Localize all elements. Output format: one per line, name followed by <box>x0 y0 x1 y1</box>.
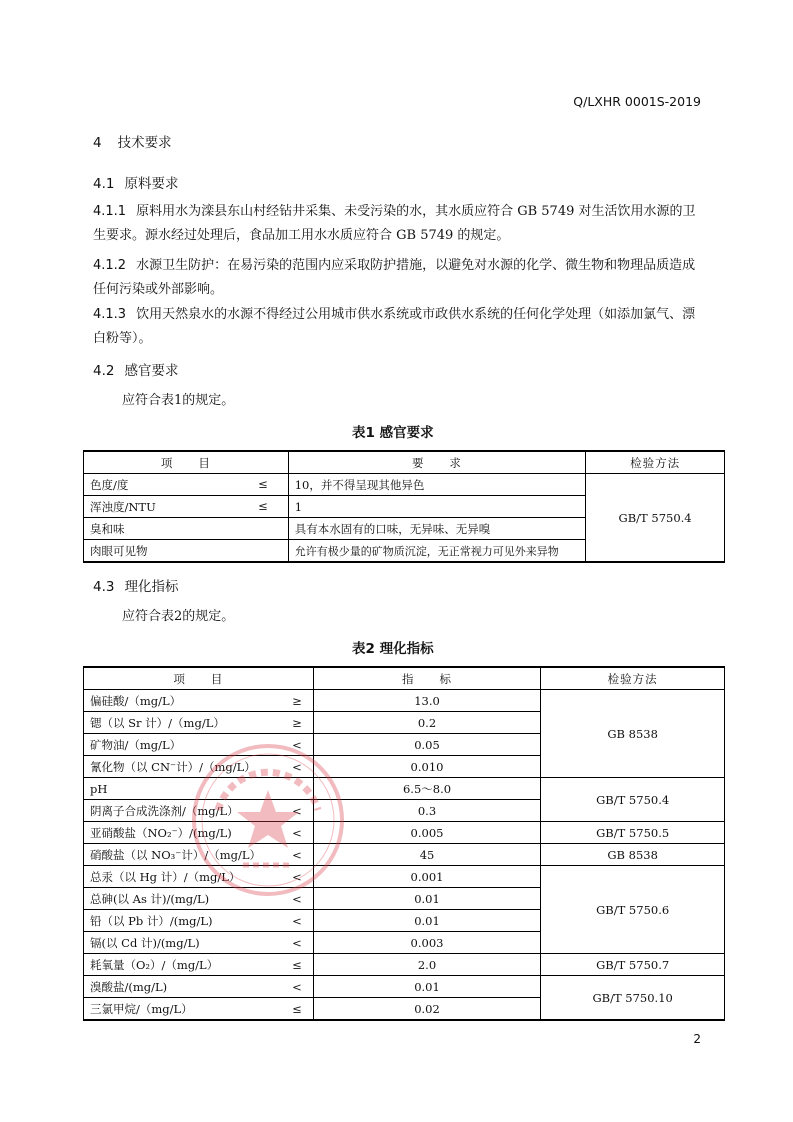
clause-number: 4.1.3 <box>93 307 127 322</box>
method-cell: GB/T 5750.6 <box>541 866 725 954</box>
indicator-value: 0.003 <box>313 932 541 954</box>
item-name: 肉眼可见物 <box>90 543 148 558</box>
section-4-heading <box>93 131 172 151</box>
item-name: 总汞（以 Hg 计）/（mg/L） <box>84 866 282 888</box>
indicator-value: 0.3 <box>313 800 541 822</box>
item-cell <box>84 518 289 540</box>
item-name: 三氯甲烷/（mg/L） <box>84 998 282 1021</box>
method-cell: GB/T 5750.4 <box>541 778 725 822</box>
table-row <box>84 844 725 866</box>
indicator-value: 0.02 <box>313 998 541 1021</box>
section-title: 原料要求 <box>124 176 179 192</box>
clause-number: 4.1.1 <box>93 204 127 219</box>
column-header-requirement: 要 求 <box>288 451 585 474</box>
operator: < <box>281 734 313 756</box>
operator: < <box>281 866 313 888</box>
item-name: 矿物油/（mg/L） <box>84 734 282 756</box>
table-row <box>84 690 725 712</box>
indicator-value: 0.01 <box>313 910 541 932</box>
operator: < <box>281 888 313 910</box>
column-header-indicator: 指 标 <box>313 667 541 690</box>
section-number: 4.2 <box>93 363 115 379</box>
operator: < <box>281 756 313 778</box>
section-number: 4.1 <box>93 176 115 192</box>
item-name: 色度/度 <box>90 477 129 492</box>
item-name: 溴酸盐/(mg/L) <box>84 976 282 998</box>
indicator-value: 0.005 <box>313 822 541 844</box>
section-title: 技术要求 <box>117 135 172 151</box>
method-cell: GB/T 5750.7 <box>541 954 725 976</box>
operator: ≤ <box>281 998 313 1021</box>
item-name: 臭和味 <box>90 521 125 536</box>
method-cell: GB 8538 <box>541 690 725 778</box>
method-cell: GB 8538 <box>541 844 725 866</box>
table-1-reference: 应符合表1的规定。 <box>122 393 235 408</box>
table-header-row <box>84 451 725 474</box>
operator: ≥ <box>281 690 313 712</box>
item-cell <box>84 496 289 518</box>
item-name: 偏硅酸/（mg/L） <box>84 690 282 712</box>
item-name: 氰化物（以 CN⁻计）/（mg/L） <box>84 756 282 778</box>
operator: ≤ <box>258 498 268 513</box>
physicochemical-indicators-table <box>83 666 725 1021</box>
operator: < <box>281 976 313 998</box>
item-name: 镉(以 Cd 计)/(mg/L) <box>84 932 282 954</box>
clause-number: 4.1.2 <box>93 258 127 273</box>
table-1-caption: 表1 感官要求 <box>352 425 434 441</box>
item-name: 铅（以 Pb 计）/(mg/L) <box>84 910 282 932</box>
table-row <box>84 866 725 888</box>
column-header-method: 检验方法 <box>541 667 725 690</box>
item-cell <box>84 540 289 563</box>
requirement-cell: 允许有极少量的矿物质沉淀，无正常视力可见外来异物 <box>288 540 585 563</box>
table-row <box>84 976 725 998</box>
indicator-value: 13.0 <box>313 690 541 712</box>
section-title: 感官要求 <box>124 363 179 379</box>
operator: < <box>281 800 313 822</box>
clause-4-1-2 <box>93 254 705 302</box>
item-name: 阴离子合成洗涤剂/（mg/L） <box>84 800 282 822</box>
item-name: 亚硝酸盐（NO₂⁻）/(mg/L) <box>84 822 282 844</box>
method-cell: GB/T 5750.10 <box>541 976 725 1021</box>
clause-4-1-1 <box>93 200 705 248</box>
section-title: 理化指标 <box>124 579 179 595</box>
item-name: 硝酸盐（以 NO₃⁻计）/（mg/L） <box>84 844 282 866</box>
indicator-value: 0.05 <box>313 734 541 756</box>
indicator-value: 0.001 <box>313 866 541 888</box>
section-4-3-heading <box>93 575 178 595</box>
item-name: 总砷(以 As 计)/(mg/L) <box>84 888 282 910</box>
indicator-value: 0.01 <box>313 888 541 910</box>
section-number: 4.3 <box>93 579 115 595</box>
requirement-cell: 10，并不得呈现其他异色 <box>288 474 585 496</box>
section-4-1-heading <box>93 172 178 192</box>
item-name: 耗氧量（O₂）/（mg/L） <box>84 954 282 976</box>
operator: ≥ <box>281 712 313 734</box>
table-row <box>84 954 725 976</box>
indicator-value: 0.010 <box>313 756 541 778</box>
column-header-item: 项 目 <box>84 451 289 474</box>
indicator-value: 0.01 <box>313 976 541 998</box>
item-name: 浑浊度/NTU <box>90 499 156 514</box>
requirement-cell: 1 <box>288 496 585 518</box>
item-name: pH <box>84 778 282 800</box>
table-header-row <box>84 667 725 690</box>
clause-4-1-3 <box>93 303 705 351</box>
operator: < <box>281 844 313 866</box>
method-cell: GB/T 5750.5 <box>541 822 725 844</box>
company-seal-stamp <box>188 740 348 900</box>
item-name: 锶（以 Sr 计）/（mg/L） <box>84 712 282 734</box>
table-row <box>84 778 725 800</box>
method-cell: GB/T 5750.4 <box>586 474 725 563</box>
operator: < <box>281 932 313 954</box>
requirement-cell: 具有本水固有的口味，无异味、无异嗅 <box>288 518 585 540</box>
seal-star-icon <box>237 790 299 848</box>
column-header-item: 项 目 <box>84 667 314 690</box>
clause-text: 饮用天然泉水的水源不得经过公用城市供水系统或市政供水系统的任何化学处理（如添加氯气、漂白粉等）。 <box>93 307 696 346</box>
table-row <box>84 474 725 496</box>
indicator-value: 2.0 <box>313 954 541 976</box>
document-id: Q/LXHR 0001S-2019 <box>573 94 701 109</box>
operator: < <box>281 910 313 932</box>
operator: ≤ <box>281 954 313 976</box>
clause-text: 原料用水为滦县东山村经钻井采集、未受污染的水，其水质应符合 GB 5749 对生活饮用水源的卫生要求。源水经过处理后，食品加工用水水质应符合 GB 5749 的规定。 <box>93 204 696 243</box>
column-header-method: 检验方法 <box>586 451 725 474</box>
item-cell <box>84 474 289 496</box>
indicator-value: 0.2 <box>313 712 541 734</box>
operator: < <box>281 822 313 844</box>
table-2-caption: 表2 理化指标 <box>352 641 434 657</box>
operator: ≤ <box>258 476 268 491</box>
clause-text: 水源卫生防护：在易污染的范围内应采取防护措施，以避免对水源的化学、微生物和物理品质造成任何污染或外部影响。 <box>93 258 696 297</box>
table-row <box>84 822 725 844</box>
table-2-reference: 应符合表2的规定。 <box>122 609 235 624</box>
page-number: 2 <box>693 1032 701 1046</box>
indicator-value: 6.5～8.0 <box>313 778 541 800</box>
section-4-2-heading <box>93 359 178 379</box>
indicator-value: 45 <box>313 844 541 866</box>
sensory-requirements-table <box>83 450 725 563</box>
section-number: 4 <box>93 135 102 151</box>
